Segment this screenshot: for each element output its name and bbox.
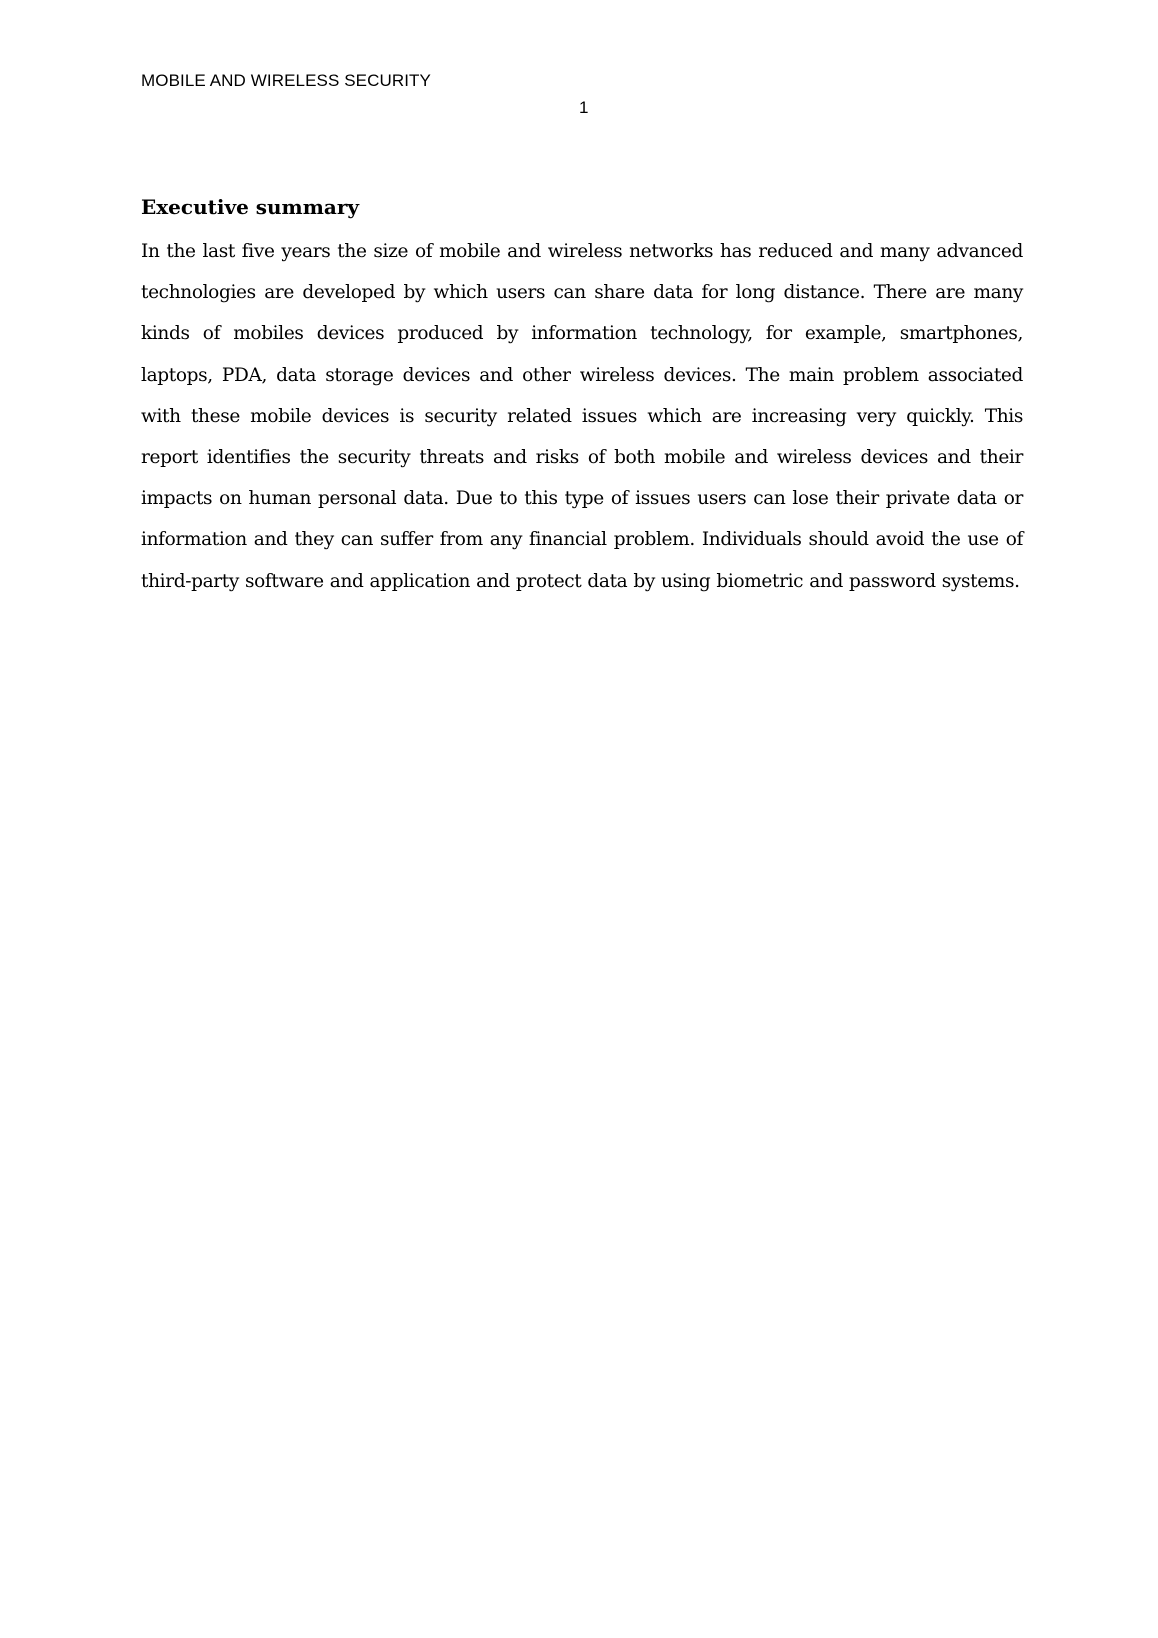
running-header-title: MOBILE AND WIRELESS SECURITY — [141, 71, 431, 90]
executive-summary-paragraph: In the last five years the size of mobile and wireless networks has reduced and many advanced technologies are developed by which users can share data for long distance. There are many kinds of mobiles devices produced by information technology, for example, smartphones, laptops, PDA, data storage devices and other wireless devices. The main problem associated with these mobile devices is security related issues which are increasing very quickly. This report identifies the security threats and risks of both mobile and wireless devices and their impacts on human personal data. Due to this type of issues users can lose their private data or information and they can suffer from any financial problem. Individuals should avoid the use of third-party software and application and protect data by using biometric and password systems. — [141, 241, 1023, 592]
page-number: 1 — [579, 98, 589, 117]
section-heading-executive-summary: Executive summary — [141, 195, 359, 219]
